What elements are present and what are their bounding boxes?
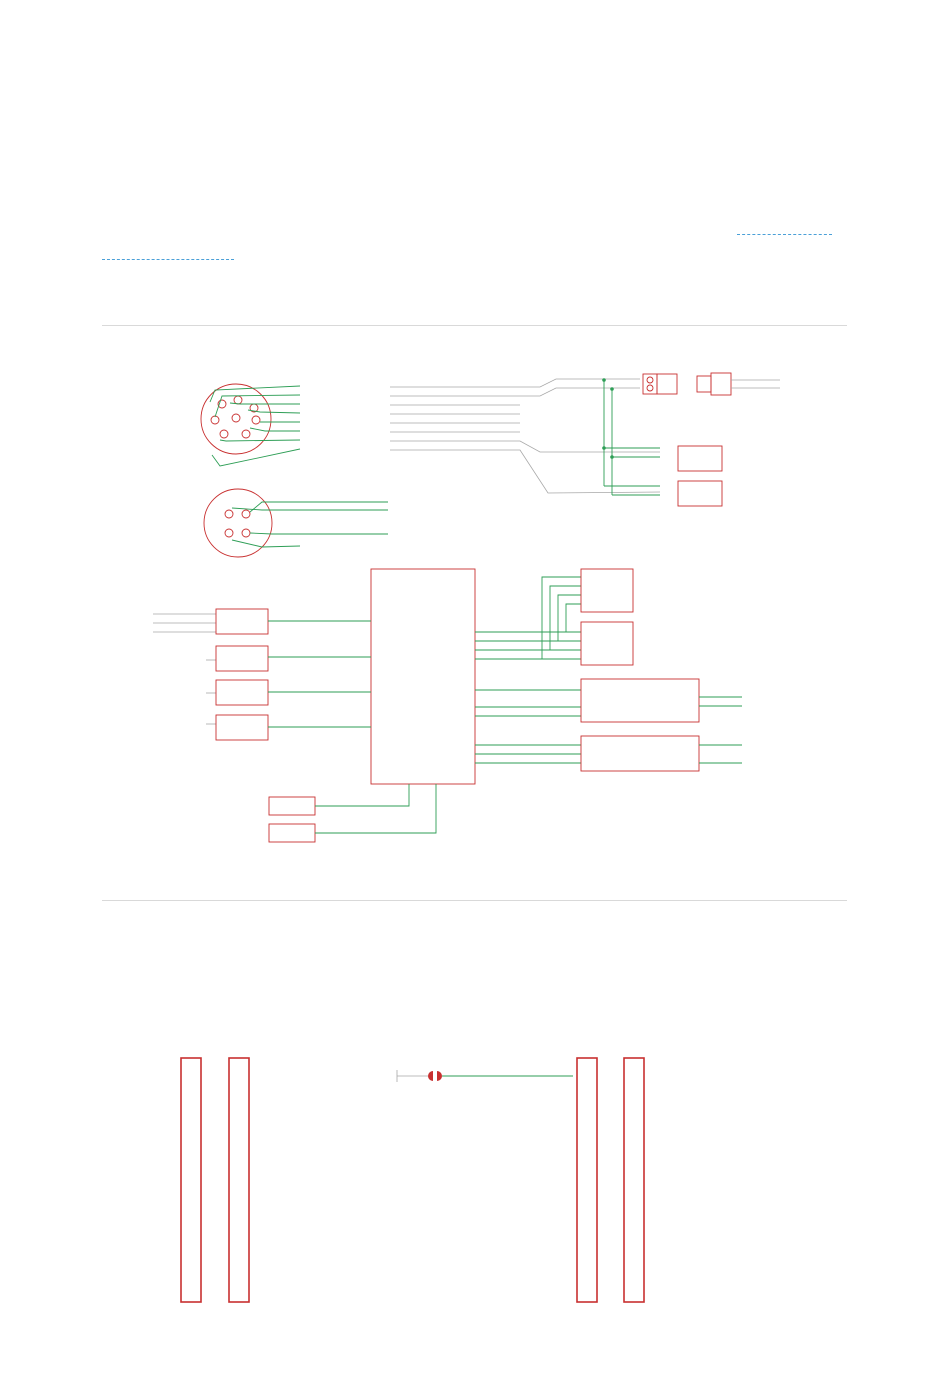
button-reset [269,784,436,842]
header-j5 [577,1058,597,1302]
left-block-relay [216,609,371,634]
left-block-opto [206,646,371,671]
sensor-4-20ma [678,446,722,471]
header-j2 [229,1058,249,1302]
rs485-block [475,736,742,771]
left-block-4-20 [206,680,371,705]
button-mode [269,784,409,815]
m12-8pin-wires [210,379,660,493]
relay-pins [153,614,216,632]
m12-8pin-connector [201,384,271,454]
jumper-jp2 [397,1070,573,1082]
left-block-0-10 [206,715,371,740]
header-j4 [624,1058,644,1302]
power-connector [602,373,780,495]
can-block [475,679,742,722]
i2c-bus [475,569,633,665]
card-headers [181,1058,644,1302]
sensor-0-10v [678,481,722,506]
monitor-one-block [371,569,475,784]
m12-4pin-connector [204,489,388,557]
header-j3 [181,1058,201,1302]
